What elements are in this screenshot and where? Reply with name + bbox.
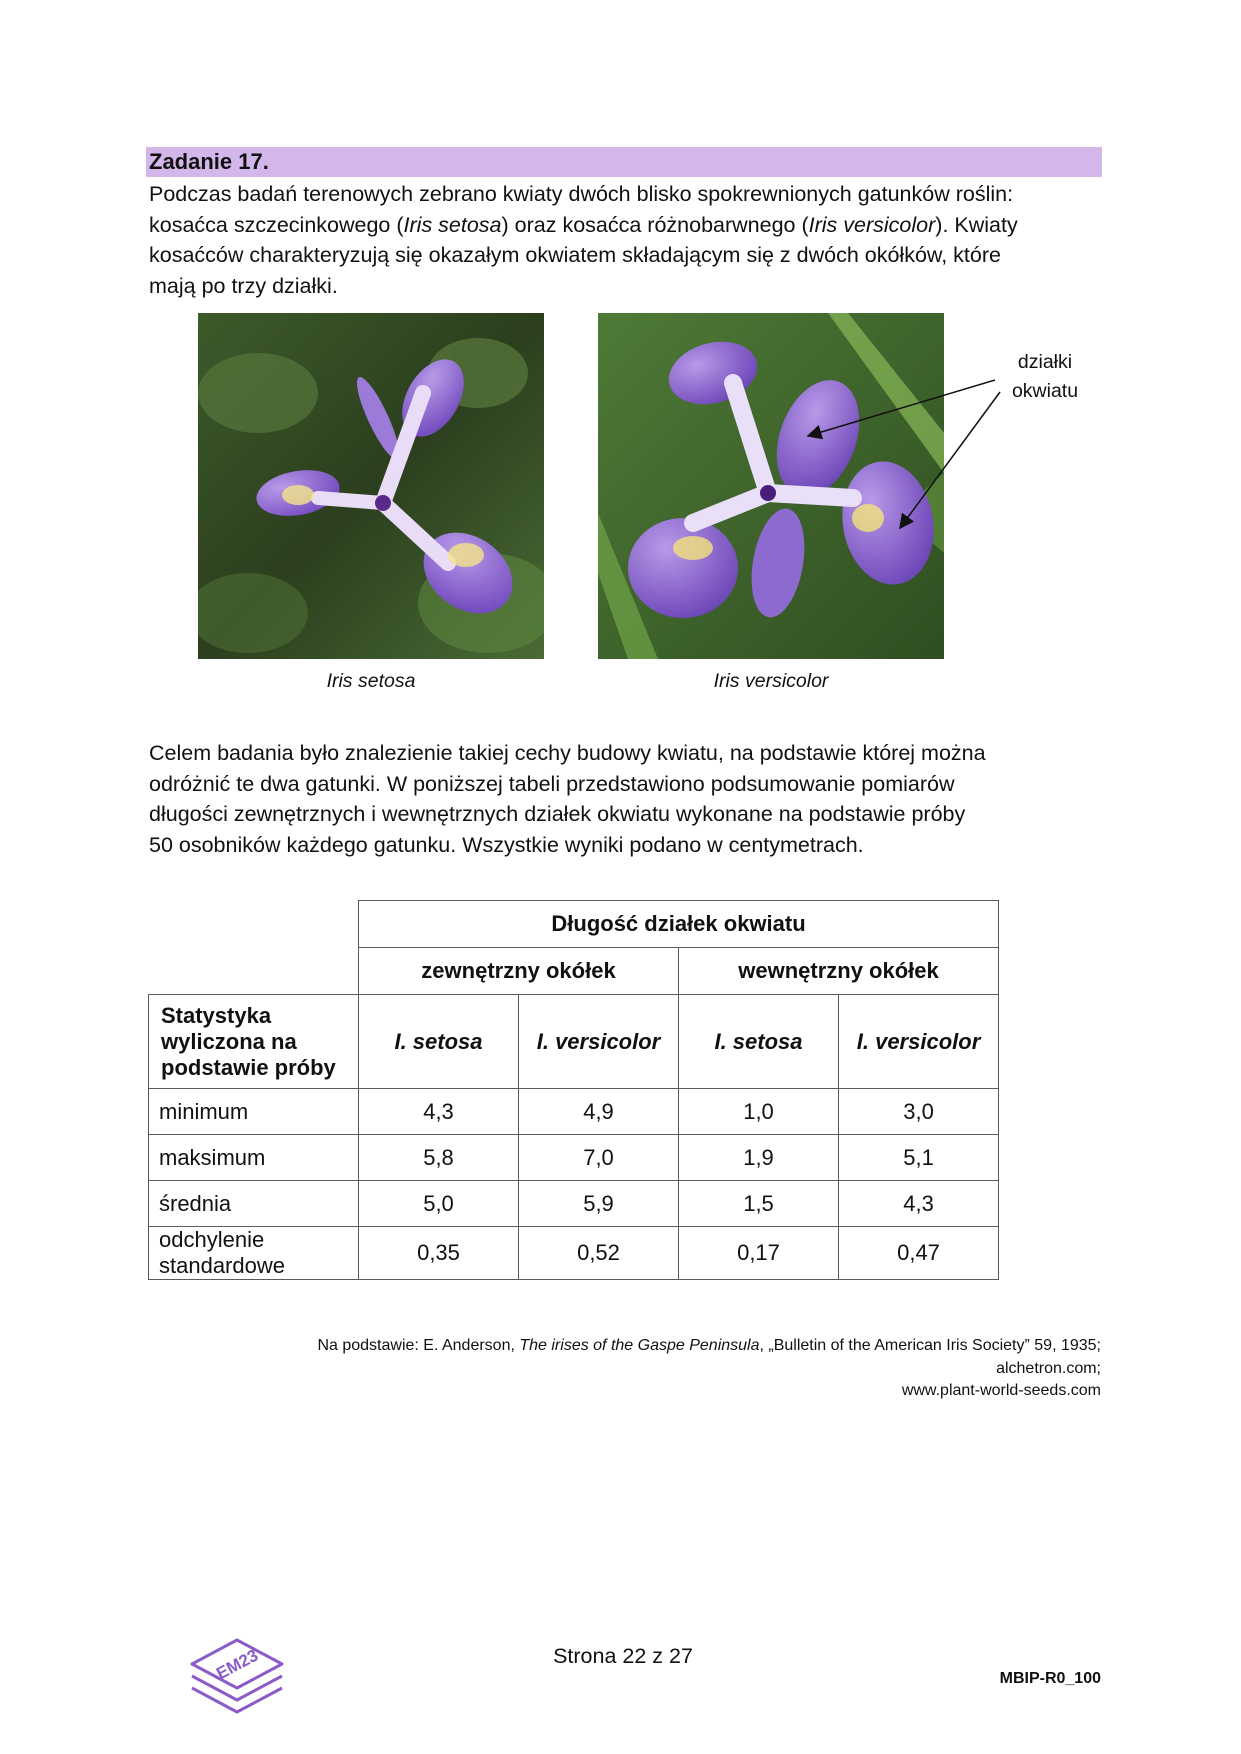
- table-cell: 5,1: [839, 1135, 999, 1181]
- table-stat-header: Statystyka wyliczona na podstawie próby: [149, 995, 359, 1089]
- table-cell: 4,3: [839, 1181, 999, 1227]
- sepal-length-table: [148, 900, 999, 1280]
- iris-versicolor-photo: [598, 313, 944, 659]
- body-line: długości zewnętrznych i wewnętrznych działek okwiatu wykonane na podstawie próby: [149, 802, 966, 826]
- table-cell: 0,52: [519, 1227, 679, 1280]
- table-cell: 0,17: [679, 1227, 839, 1280]
- caption-iris-versicolor: Iris versicolor: [713, 670, 829, 692]
- body-line: odróżnić te dwa gatunki. W poniższej tabeli przedstawiono podsumowanie pomiarów: [149, 771, 955, 796]
- intro-line: kosaćców charakteryzują się okazałym okwiatem składającym się z dwóch okółków, które: [149, 243, 1001, 267]
- page-number: Strona 22 z 27: [553, 1644, 693, 1668]
- table-species-header: I. versicolor: [519, 995, 679, 1089]
- body-line: 50 osobników każdego gatunku. Wszystkie wyniki podano w centymetrach.: [149, 832, 864, 857]
- table-species-header: I. versicolor: [839, 995, 999, 1089]
- caption-iris-setosa: Iris setosa: [326, 670, 416, 692]
- exam-code: MBIP-R0_100: [999, 1670, 1101, 1687]
- task-title: Zadanie 17.: [149, 149, 269, 174]
- table-cell: 1,9: [679, 1135, 839, 1181]
- table-species-header: I. setosa: [359, 995, 519, 1089]
- annotation-label: działki okwiatu: [1011, 351, 1079, 402]
- svg-text:EM23: EM23: [213, 1645, 262, 1684]
- table-row-label: odchylenie standardowe: [149, 1227, 359, 1280]
- iris-setosa-photo: [198, 313, 544, 659]
- table-empty-corner: [149, 901, 359, 995]
- table-row: [149, 1089, 999, 1135]
- table-cell: 0,35: [359, 1227, 519, 1280]
- table-cell: 0,47: [839, 1227, 999, 1280]
- table-cell: 5,8: [359, 1135, 519, 1181]
- table-cell: 1,0: [679, 1089, 839, 1135]
- intro-line: Podczas badań terenowych zebrano kwiaty dwóch blisko spokrewnionych gatunków roślin:: [149, 182, 1014, 206]
- task-header-bar: [146, 147, 1102, 177]
- table-cell: 4,3: [359, 1089, 519, 1135]
- table-title: Długość działek okwiatu: [359, 901, 999, 948]
- table-cell: 7,0: [519, 1135, 679, 1181]
- table-row: [149, 1135, 999, 1181]
- table-cell: 3,0: [839, 1089, 999, 1135]
- table-cell: 5,9: [519, 1181, 679, 1227]
- body-line: Celem badania było znalezienie takiej cechy budowy kwiatu, na podstawie której można: [149, 741, 986, 765]
- intro-line: mają po trzy działki.: [149, 273, 338, 298]
- table-cell: 5,0: [359, 1181, 519, 1227]
- body-paragraph: [149, 738, 1109, 860]
- table-row: [149, 1227, 999, 1280]
- table-group-outer: zewnętrzny okółek: [359, 948, 679, 995]
- table-cell: 1,5: [679, 1181, 839, 1227]
- table-row: [149, 1181, 999, 1227]
- table-group-inner: wewnętrzny okółek: [679, 948, 999, 995]
- em23-logo-icon: [182, 1632, 292, 1722]
- intro-line: kosaćca szczecinkowego (Iris setosa) oraz kosaćca różnobarwnego (Iris versicolor). Kwiaty: [149, 212, 1018, 237]
- table-row-label: maksimum: [149, 1135, 359, 1181]
- table-row-label: średnia: [149, 1181, 359, 1227]
- table-species-header: I. setosa: [679, 995, 839, 1089]
- intro-paragraph: [149, 179, 1109, 301]
- table-cell: 4,9: [519, 1089, 679, 1135]
- source-citation: Na podstawie: E. Anderson, The irises of the Gaspe Peninsula, „Bulletin of the American Iris Society” 59, 1935; alchetron.com; www.plant-world-seeds.com: [317, 1337, 1101, 1399]
- table-row-label: minimum: [149, 1089, 359, 1135]
